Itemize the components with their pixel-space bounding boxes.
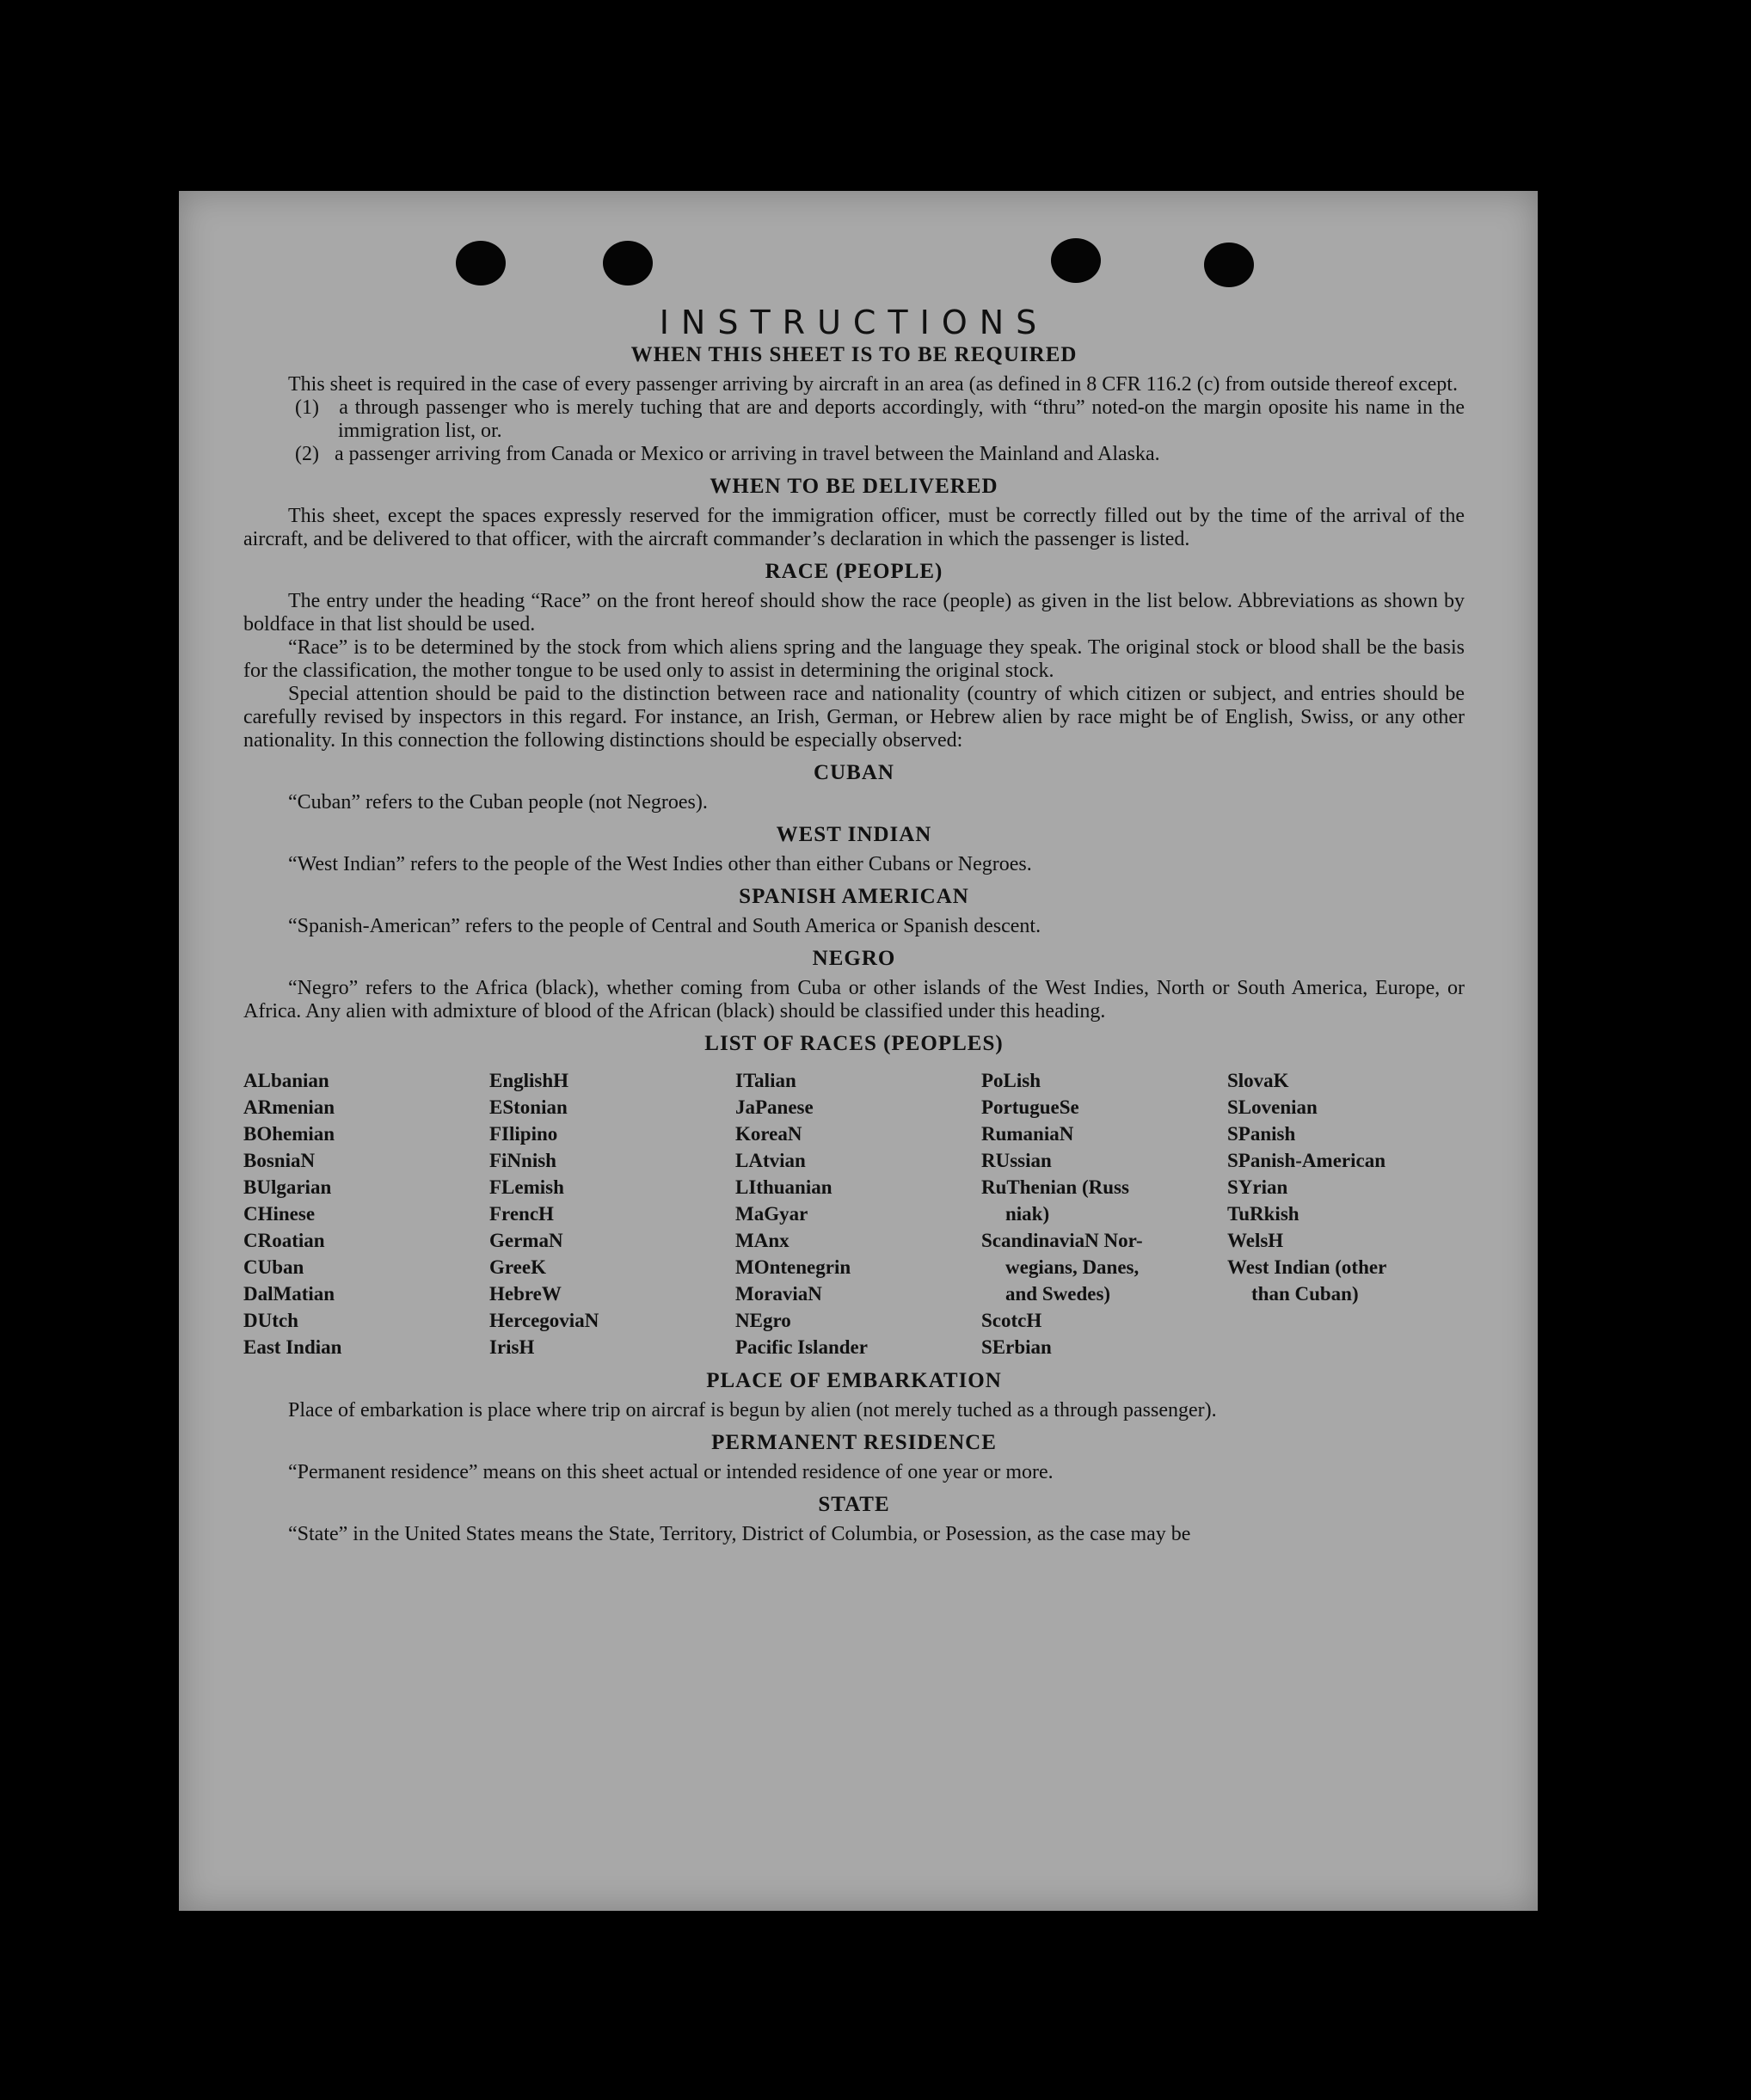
races-column-5 xyxy=(1227,1067,1465,1360)
race-item: FLemish xyxy=(489,1176,564,1198)
race-item: MAnx xyxy=(735,1230,789,1251)
race-item: JaPanese xyxy=(735,1096,814,1118)
page-title: INSTRUCTIONS xyxy=(659,304,1049,341)
race-item: SLovenian xyxy=(1227,1096,1318,1118)
race-item: ALbanian xyxy=(243,1070,329,1091)
punch-hole-2 xyxy=(603,241,653,286)
race-paragraph-3: Special attention should be paid to the distinction between race and nationality (country of which citizen or subject, and entries should be carefully revised by inspectors in this regard. For instance, an Irish, German, or Hebrew alien by race might be of English, Swiss, or any other nationality. In this connection the following distinctions should be especially observed: xyxy=(243,683,1465,752)
race-paragraph-2: “Race” is to be determined by the stock from which aliens spring and the language they speak. The original stock or blood shall be the basis for the classification, the mother tongue to be used only to assist in determining the original stock. xyxy=(243,636,1465,682)
race-item: LAtvian xyxy=(735,1150,806,1171)
race-item: SPanish xyxy=(1227,1123,1296,1145)
state-text: “State” in the United States means the State, Territory, District of Columbia, or Posession, as the case may be xyxy=(288,1523,1191,1545)
race-item: RuThenian (Russ xyxy=(981,1176,1129,1198)
race-item: SErbian xyxy=(981,1336,1052,1358)
west-indian-heading: WEST INDIAN xyxy=(776,823,932,846)
race-item: FiNnish xyxy=(489,1150,556,1171)
race-item: GreeK xyxy=(489,1256,546,1278)
races-list xyxy=(243,1067,1465,1360)
race-item: LIthuanian xyxy=(735,1176,832,1198)
delivered-text: This sheet, except the spaces expressly reserved for the immigration officer, must be correctly filled out by the time of the arrival of the aircraft, and be delivered to that officer, with the aircraft commander’s declaration in which the passenger is listed. xyxy=(243,505,1465,550)
race-item: ScotcH xyxy=(981,1310,1042,1331)
race-item: NEgro xyxy=(735,1310,791,1331)
west-indian-text: “West Indian” refers to the people of the West Indies other than either Cubans or Negroes. xyxy=(288,853,1032,875)
race-item: GermaN xyxy=(489,1230,563,1251)
negro-heading: NEGRO xyxy=(812,947,896,970)
residence-text: “Permanent residence” means on this sheet actual or intended residence of one year or more. xyxy=(288,1461,1054,1483)
race-item: PortugueSe xyxy=(981,1096,1079,1118)
embarkation-text: Place of embarkation is place where trip on aircraf is begun by alien (not merely tuched as a through passenger). xyxy=(288,1399,1217,1421)
race-item: TuRkish xyxy=(1227,1203,1299,1225)
race-item: MoraviaN xyxy=(735,1283,822,1305)
race-item: DalMatian xyxy=(243,1283,335,1305)
race-item: East Indian xyxy=(243,1336,342,1358)
races-list-heading: LIST OF RACES (PEOPLES) xyxy=(704,1032,1004,1055)
race-item: MaGyar xyxy=(735,1203,808,1225)
document-sheet xyxy=(179,191,1538,1911)
race-item: ARmenian xyxy=(243,1096,335,1118)
instructions-content xyxy=(243,304,1465,1546)
race-item: RumaniaN xyxy=(981,1123,1074,1145)
required-item-2: (2) a passenger arriving from Canada or Mexico or arriving in travel between the Mainland and Alaska. xyxy=(295,443,1160,465)
race-item: ScandinaviaN Nor- xyxy=(981,1230,1143,1251)
negro-text: “Negro” refers to the Africa (black), whether coming from Cuba or other islands of the West Indies, North or South America, Europe, or Africa. Any alien with admixture of blood of the African (black) should be classified under this heading. xyxy=(243,977,1465,1022)
race-item: SPanish-American xyxy=(1227,1150,1385,1171)
race-item: EStonian xyxy=(489,1096,568,1118)
race-item: EnglishH xyxy=(489,1070,569,1091)
race-item: SYrian xyxy=(1227,1176,1288,1198)
race-item: HebreW xyxy=(489,1283,562,1305)
race-item: BosniaN xyxy=(243,1150,316,1171)
spanish-american-heading: SPANISH AMERICAN xyxy=(739,885,969,908)
race-item: wegians, Danes, xyxy=(1005,1256,1140,1278)
race-item: CRoatian xyxy=(243,1230,325,1251)
race-item: MOntenegrin xyxy=(735,1256,851,1278)
race-item: West Indian (other xyxy=(1227,1256,1387,1278)
race-item: WelsH xyxy=(1227,1230,1284,1251)
race-item: KoreaN xyxy=(735,1123,802,1145)
race-item: HercegoviaN xyxy=(489,1310,599,1331)
races-column-3 xyxy=(735,1067,973,1360)
races-column-2 xyxy=(489,1067,727,1360)
race-item: DUtch xyxy=(243,1310,298,1331)
punch-hole-4 xyxy=(1204,243,1254,287)
state-heading: STATE xyxy=(818,1493,890,1516)
race-item: IrisH xyxy=(489,1336,535,1358)
race-item: PoLish xyxy=(981,1070,1041,1091)
race-item: FIlipino xyxy=(489,1123,558,1145)
required-intro: This sheet is required in the case of every passenger arriving by aircraft in an area (as defined in 8 CFR 116.2 (c) from outside thereof except. xyxy=(288,373,1458,396)
race-item: niak) xyxy=(1005,1203,1050,1225)
residence-heading: PERMANENT RESIDENCE xyxy=(711,1431,997,1454)
race-item: FrencH xyxy=(489,1203,554,1225)
punch-hole-3 xyxy=(1051,238,1101,283)
delivered-heading: WHEN TO BE DELIVERED xyxy=(710,475,998,498)
race-item: CUban xyxy=(243,1256,304,1278)
race-heading: RACE (PEOPLE) xyxy=(765,560,943,583)
required-item-1: (1) a through passenger who is merely tuching that are and deports accordingly, with “thru” noted-on the margin oposite his name in the immigration list, or. xyxy=(295,396,1465,442)
race-item: Pacific Islander xyxy=(735,1336,868,1358)
embarkation-heading: PLACE OF EMBARKATION xyxy=(706,1369,1002,1392)
required-heading: WHEN THIS SHEET IS TO BE REQUIRED xyxy=(630,343,1078,366)
race-item: RUssian xyxy=(981,1150,1052,1171)
race-item: BOhemian xyxy=(243,1123,335,1145)
punch-hole-1 xyxy=(456,241,506,286)
race-item: than Cuban) xyxy=(1251,1283,1359,1305)
race-item: BUlgarian xyxy=(243,1176,332,1198)
races-column-4 xyxy=(981,1067,1219,1360)
cuban-heading: CUBAN xyxy=(814,761,894,784)
races-column-1 xyxy=(243,1067,481,1360)
race-item: SlovaK xyxy=(1227,1070,1289,1091)
race-paragraph-1: The entry under the heading “Race” on the front hereof should show the race (people) as given in the list below. Abbreviations as shown by boldface in that list should be used. xyxy=(243,590,1465,636)
race-item: and Swedes) xyxy=(1005,1283,1111,1305)
cuban-text: “Cuban” refers to the Cuban people (not Negroes). xyxy=(288,791,708,814)
race-item: ITalian xyxy=(735,1070,796,1091)
spanish-american-text: “Spanish-American” refers to the people of Central and South America or Spanish descent. xyxy=(288,915,1041,937)
race-item: CHinese xyxy=(243,1203,316,1225)
